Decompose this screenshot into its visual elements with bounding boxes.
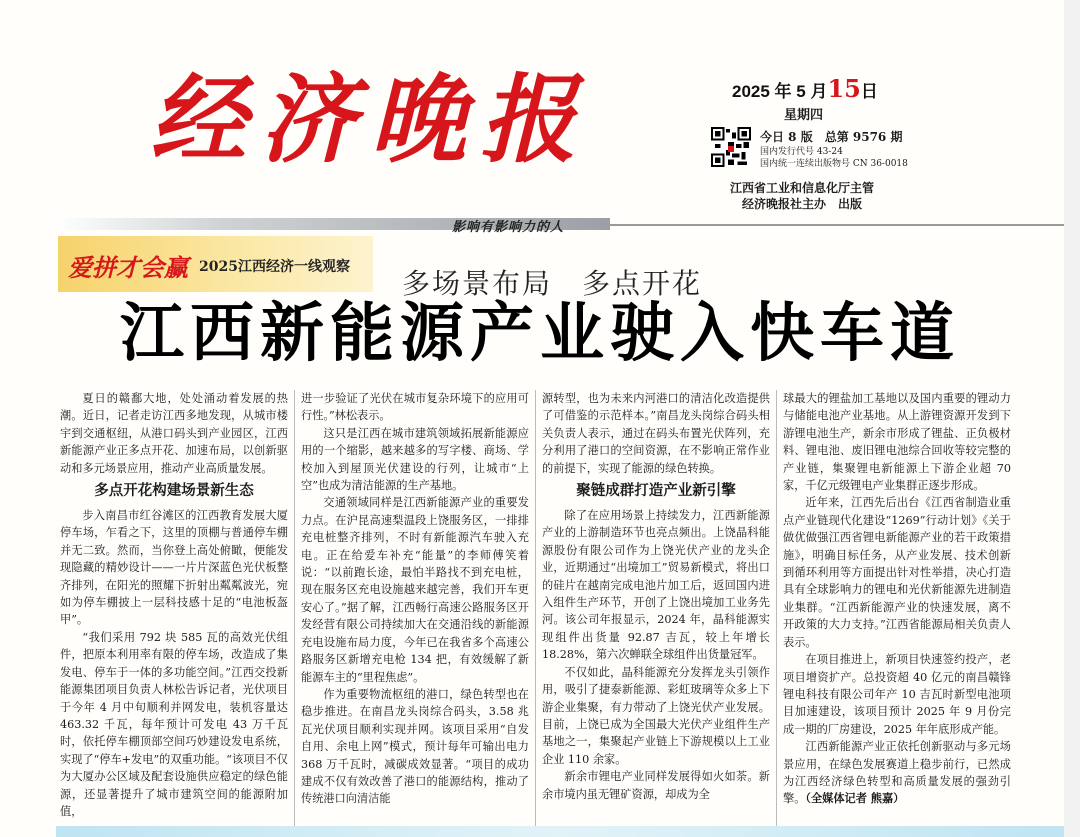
badge-subtitle: 2025江西经济一线观察 xyxy=(199,259,350,275)
sponsor-line-1: 江西省工业和信息化厅主管 xyxy=(730,181,875,195)
paragraph: 作为重要物流枢纽的港口，绿色转型也在稳步推进。在南昌龙头岗综合码头，3.58 兆瓦光伏项目顺利实现并网。该项目采用“自发自用、余电上网”模式，预计每年可输出电力 368 万千瓦时，减碳成效显著。“项目的成功建成不仅有效改善了港口的能源结构，推动了传统港口向清洁能 xyxy=(301,687,529,806)
paragraph: 夏日的赣鄱大地，处处涌动着发展的热潮。近日，记者走访江西多地发现，从城市楼宇到交通枢纽，从港口码头到产业园区，江西新能源产业正多点开花、加速布局，以创新驱动和多元场景应用，推动产业高质量发展。 xyxy=(60,392,288,475)
paragraph: 这只是江西在城市建筑领域拓展新能源应用的一个缩影，越来越多的写字楼、商场、学校加入到屋顶光伏建设的行列，让城市“上空”也成为清洁能源的生产基地。 xyxy=(301,426,529,493)
issue-date xyxy=(732,74,878,103)
paragraph xyxy=(783,738,1011,808)
section-heading: 多点开花构建场景新生态 xyxy=(94,482,254,500)
qr-code-icon xyxy=(711,127,751,167)
paragraph: 步入南昌市红谷滩区的江西教育发展大厦停车场，乍看之下，这里的顶棚与普通停车棚并无二致。然而，当你登上高处俯瞰，便能发现隐藏的精妙设计——一片片深蓝色光伏板整齐排列，在阳光的照耀下折射出粼粼波光，宛如为停车棚披上一层科技感十足的“电池板盔甲”。 xyxy=(60,509,288,627)
badge-brand: 爱拼才会赢 xyxy=(68,253,188,282)
article-subhead: 多场景布局 多点开花 xyxy=(402,267,703,300)
sponsor-line-2: 经济晚报社主办 出版 xyxy=(742,197,863,211)
paragraph-text: 江西新能源产业正依托创新驱动与多元场景应用，在绿色发展赛道上稳步前行，已然成为江西经济绿色转型和高质量发展的强劲引擎。 xyxy=(783,740,1011,806)
date-suffix: 日 xyxy=(860,82,878,101)
column-divider xyxy=(535,390,536,826)
masthead-title: 经济晚报 xyxy=(150,63,590,176)
sponsor-info xyxy=(730,180,874,212)
column-badge xyxy=(58,236,373,292)
article-column-4 xyxy=(783,390,1011,826)
motto: 影响有影响力的人 xyxy=(452,220,565,235)
domestic-code: 国内发行代号 43-24 xyxy=(760,147,843,157)
bottom-decoration xyxy=(56,826,1064,837)
serial-number: 国内统一连续出版物号 CN 36-0018 xyxy=(760,159,908,169)
article-column-1 xyxy=(60,390,288,826)
issue-info: 今日 8 版 总第 9576 期 xyxy=(760,130,903,144)
article-column-2 xyxy=(301,390,529,826)
paragraph: 近年来，江西先后出台《江西省制造业重点产业链现代化建设“1269”行动计划》《关于做优做强江西省锂电新能源产业的若干政策措施》，明确目标任务，从产业发展、技术创新到循环利用等方面提出针对性举措，决心打造具有全球影响力的锂电和光伏新能源先进制造业集群。“江西新能源产业的快速发展，离不开政策的大力支持。”江西省能源局相关负责人表示。 xyxy=(783,496,1011,649)
page-edge xyxy=(1064,0,1080,837)
paragraph: 在项目推进上，新项目快速签约投产，老项目增资扩产。总投资超 40 亿元的南昌赣锋锂电科技有限公司年产 10 吉瓦时新型电池项目加速建设，该项目预计 2025 年 9 月份完成一期的厂房建设，2025 年年底形成产能。 xyxy=(783,653,1011,736)
weekday: 星期四 xyxy=(784,108,824,123)
paragraph: 新余市锂电产业同样发展得如火如荼。新余市境内虽无锂矿资源，却成为全 xyxy=(542,770,770,801)
paragraph: 交通领域同样是江西新能源产业的重要发力点。在沪昆高速梨温段上饶服务区，一排排充电桩整齐排列，不时有新能源汽车驶入充电。正在给爱车补充“能量”的李师傅笑着说：“以前跑长途，最怕半路找不到充电桩，现在服务区充电设施越来越完善，我们开车更安心了。”据了解，江西畅行高速公路服务区开发经营有限公司持续加大在交通沿线的新能源充电设施布局力度，今年已在我省多个高速公路服务区新增充电枪 134 把，有效缓解了新能源车主的“里程焦虑”。 xyxy=(301,496,529,684)
paragraph: 不仅如此，晶科能源充分发挥龙头引领作用，吸引了捷泰新能源、彩虹玻璃等众多上下游企业集聚，有力带动了上饶光伏产业发展。目前，上饶已成为全国最大光伏产业组件生产基地之一，集聚起产业链上下游规模以上工业企业 110 余家。 xyxy=(542,665,770,766)
paragraph: 除了在应用场景上持续发力，江西新能源产业的上游制造环节也亮点频出。上饶晶科能源股份有限公司作为上饶光伏产业的龙头企业，近期通过“出境加工”贸易新模式，将出口的硅片在越南完成电池片加工后，返回国内进入组件生产环节，开创了上饶出境加工业务先河。该公司年报显示，2024 年，晶科能源实现组件出货量 92.87 吉瓦，较上年增长 18.28%，第六次蝉联全球组件出货量冠军。 xyxy=(542,509,770,662)
date-prefix: 2025 年 5 月 xyxy=(732,82,828,101)
article-headline: 江西新能源产业驶入快车道 xyxy=(120,297,960,371)
paragraph: 进一步验证了光伏在城市复杂环境下的应用可行性。”林松表示。 xyxy=(301,392,529,423)
publication-codes xyxy=(760,146,908,170)
paragraph: 源转型，也为未来内河港口的清洁化改造提供了可借鉴的示范样本。”南昌龙头岗综合码头相关负责人表示，通过在码头布置光伏阵列，充分利用了港口的空间资源，在不影响正常作业的前提下，实现了能源的绿色转换。 xyxy=(542,392,770,475)
paragraph: 球最大的锂盐加工基地以及国内重要的锂动力与储能电池产业基地。从上游锂资源开发到下游锂电池生产，新余市形成了锂盐、正负极材料、锂电池、废旧锂电池综合回收等较完整的产业链，集聚锂电新能源上下游企业超 70 家，千亿元级锂电产业集群正逐步形成。 xyxy=(783,392,1011,493)
column-divider xyxy=(776,390,777,826)
section-heading: 聚链成群打造产业新引擎 xyxy=(576,482,736,500)
motto-divider xyxy=(610,224,1064,226)
article-column-3 xyxy=(542,390,770,826)
byline: （全媒体记者 熊嘉） xyxy=(805,791,905,806)
column-divider xyxy=(294,390,295,826)
paragraph: “我们采用 792 块 585 瓦的高效光伏组件，把原本利用率有限的停车场，改造成了集发电、停车于一体的多功能空间。”江西交投新能源集团项目负责人林松告诉记者，光伏项目于今年 4 月中旬顺利并网发电，装机容量达 463.32 千瓦，每年预计可发电 43 万千瓦时，依托停车棚顶部空间巧妙建设发电系统，实现了“停车+发电”的双重功能。“该项目不仅为大厦办公区域及配套设施供应稳定的绿色能源，还显著提升了城市建筑空间的能源附加值， xyxy=(60,630,288,818)
date-day: 15 xyxy=(827,74,861,103)
